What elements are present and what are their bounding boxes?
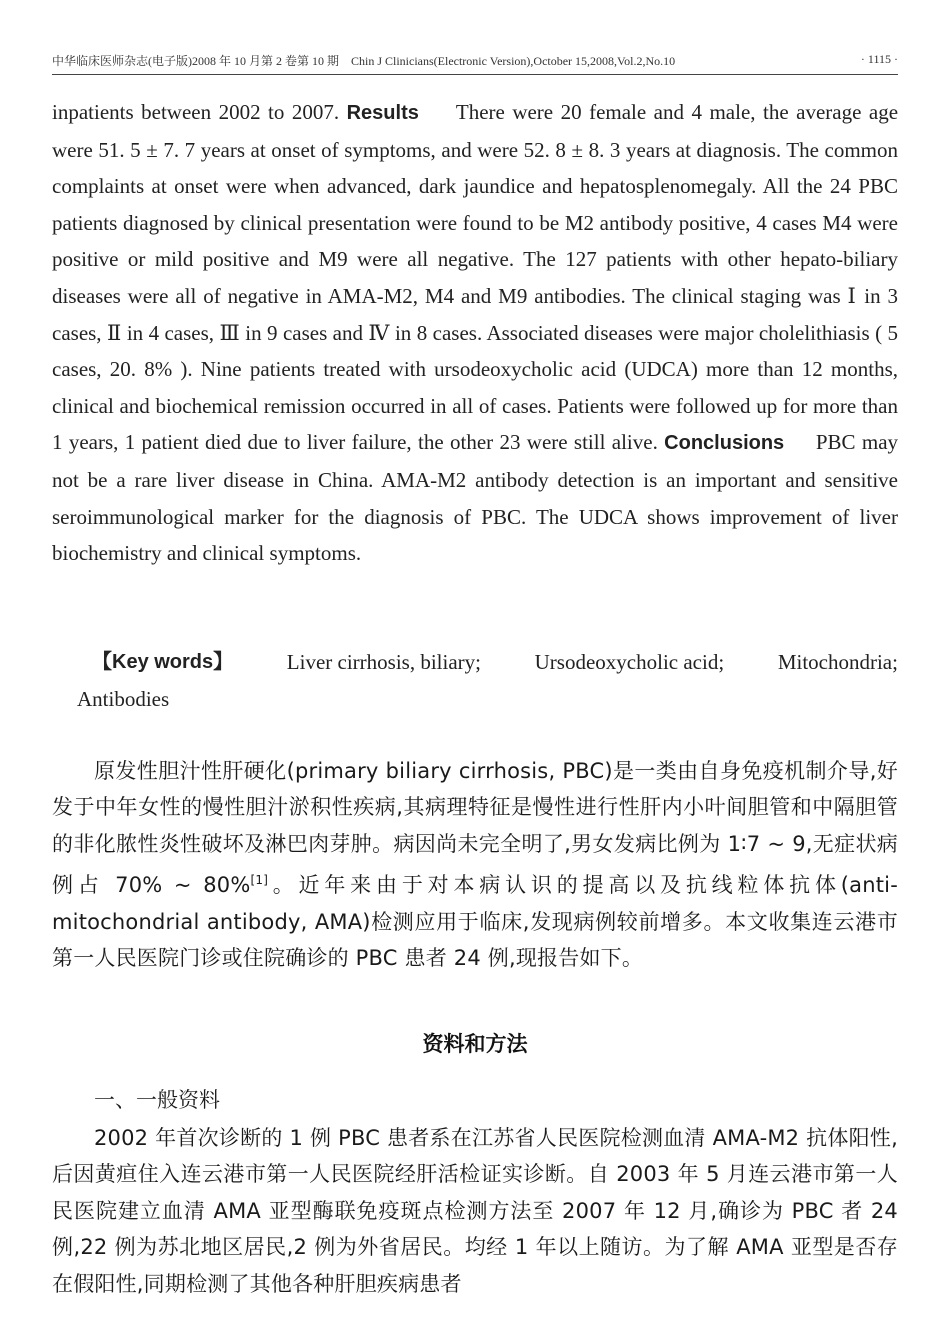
keyword-4: Antibodies [77,686,170,711]
keyword-3: Mitochondria; [777,650,898,674]
subsection-heading: 一、一般资料 [94,1088,220,1112]
page-number: · 1115 · [860,52,898,66]
methods-paragraph: 2002 年首次诊断的 1 例 PBC 患者系在江苏省人民医院检测血清 AMA-M2 抗体阳性,后因黄疸住入连云港市第一人民医院经肝活检证实诊断。自 2003 年 5 月连云港市第一人民医院建立血清 AMA 亚型酶联免疫斑点检测方法至 2007 年 12 月,确诊为 PBC 者 24 例,22 例为苏北地区居民,2 例为外省居民。均经 1 年以上随访。为了解 AMA 亚型是否存在假阳性,同期检测了其他各种肝胆疾病患者 [52,1126,898,1296]
methods-body [52,1120,898,1302]
keywords-label: 【Key words】 [92,651,234,673]
results-text: There were 20 female and 4 male, the average age were 51. 5 ± 7. 7 years at onset of symptoms, and were 52. 8 ± 8. 3 years at diagnosis. The common complaints at onset were when advanced, dark jaundice and hepatosplenomegaly. All the 24 PBC patients diagnosed by clinical presentation were found to be M2 antibody positive, 4 cases M4 were positive or mild positive and M9 were all negative. The 127 patients with other hepato-biliary diseases were all of negative in AMA-M2, M4 and M9 antibodies. The clinical staging was Ⅰ in 3 cases, Ⅱ in 4 cases, Ⅲ in 9 cases and Ⅳ in 8 cases. Associated diseases were major cholelithiasis ( 5 cases, 20. 8% ). Nine patients treated with ursodeoxycholic acid (UDCA) more than 12 months, clinical and biochemical remission occurred in all of cases. Patients were followed up for more than 1 years, 1 patient died due to liver failure, the other 23 were still alive. [52,100,899,455]
reference-marker: [1] [250,873,269,888]
keywords-block [52,644,898,717]
abstract-lead: inpatients between 2002 to 2007. [52,100,340,124]
conclusions-text: PBC may not be a rare liver disease in China. AMA-M2 antibody detection is an important and sensitive seroimmunological marker for the diagnosis of PBC. The UDCA shows improvement of liver biochemistry and clinical symptoms. [52,430,899,566]
intro-paragraph [52,753,898,976]
intro-text-2: 。近年来由于对本病认识的提高以及抗线粒体抗体(anti-mitochondrial antibody, AMA)检测应用于临床,发现病例较前增多。本文收集连云港市第一人民医院门诊或住院确诊的 PBC 患者 24 例,现报告如下。 [52,873,898,971]
section-title: 资料和方法 [422,1032,528,1056]
header-citation: 中华临床医师杂志(电子版)2008 年 10 月第 2 卷第 10 期 Chin J Clinicians(Electronic Version),October 15,2008,Vol.2,No.10 [52,54,676,68]
keyword-1: Liver cirrhosis, biliary; [286,650,481,674]
results-label: Results [346,102,419,124]
introduction [52,753,898,976]
intro-text-1: 原发性胆汁性肝硬化(primary biliary cirrhosis, PBC)是一类由自身免疫机制介导,好发于中年女性的慢性胆汁淤积性疾病,其病理特征是慢性进行性肝内小叶间胆管和中隔胆管的非化脓性炎性破坏及淋巴肉芽肿。病因尚未完全明了,男女发病比例为 1∶7 ~ 9,无症状病例占 70% ~ 80% [52,759,898,898]
keyword-2: Ursodeoxycholic acid; [534,650,725,674]
english-abstract [52,94,898,572]
header-rule [52,74,898,75]
running-header [52,52,898,72]
conclusions-label: Conclusions [664,432,785,455]
